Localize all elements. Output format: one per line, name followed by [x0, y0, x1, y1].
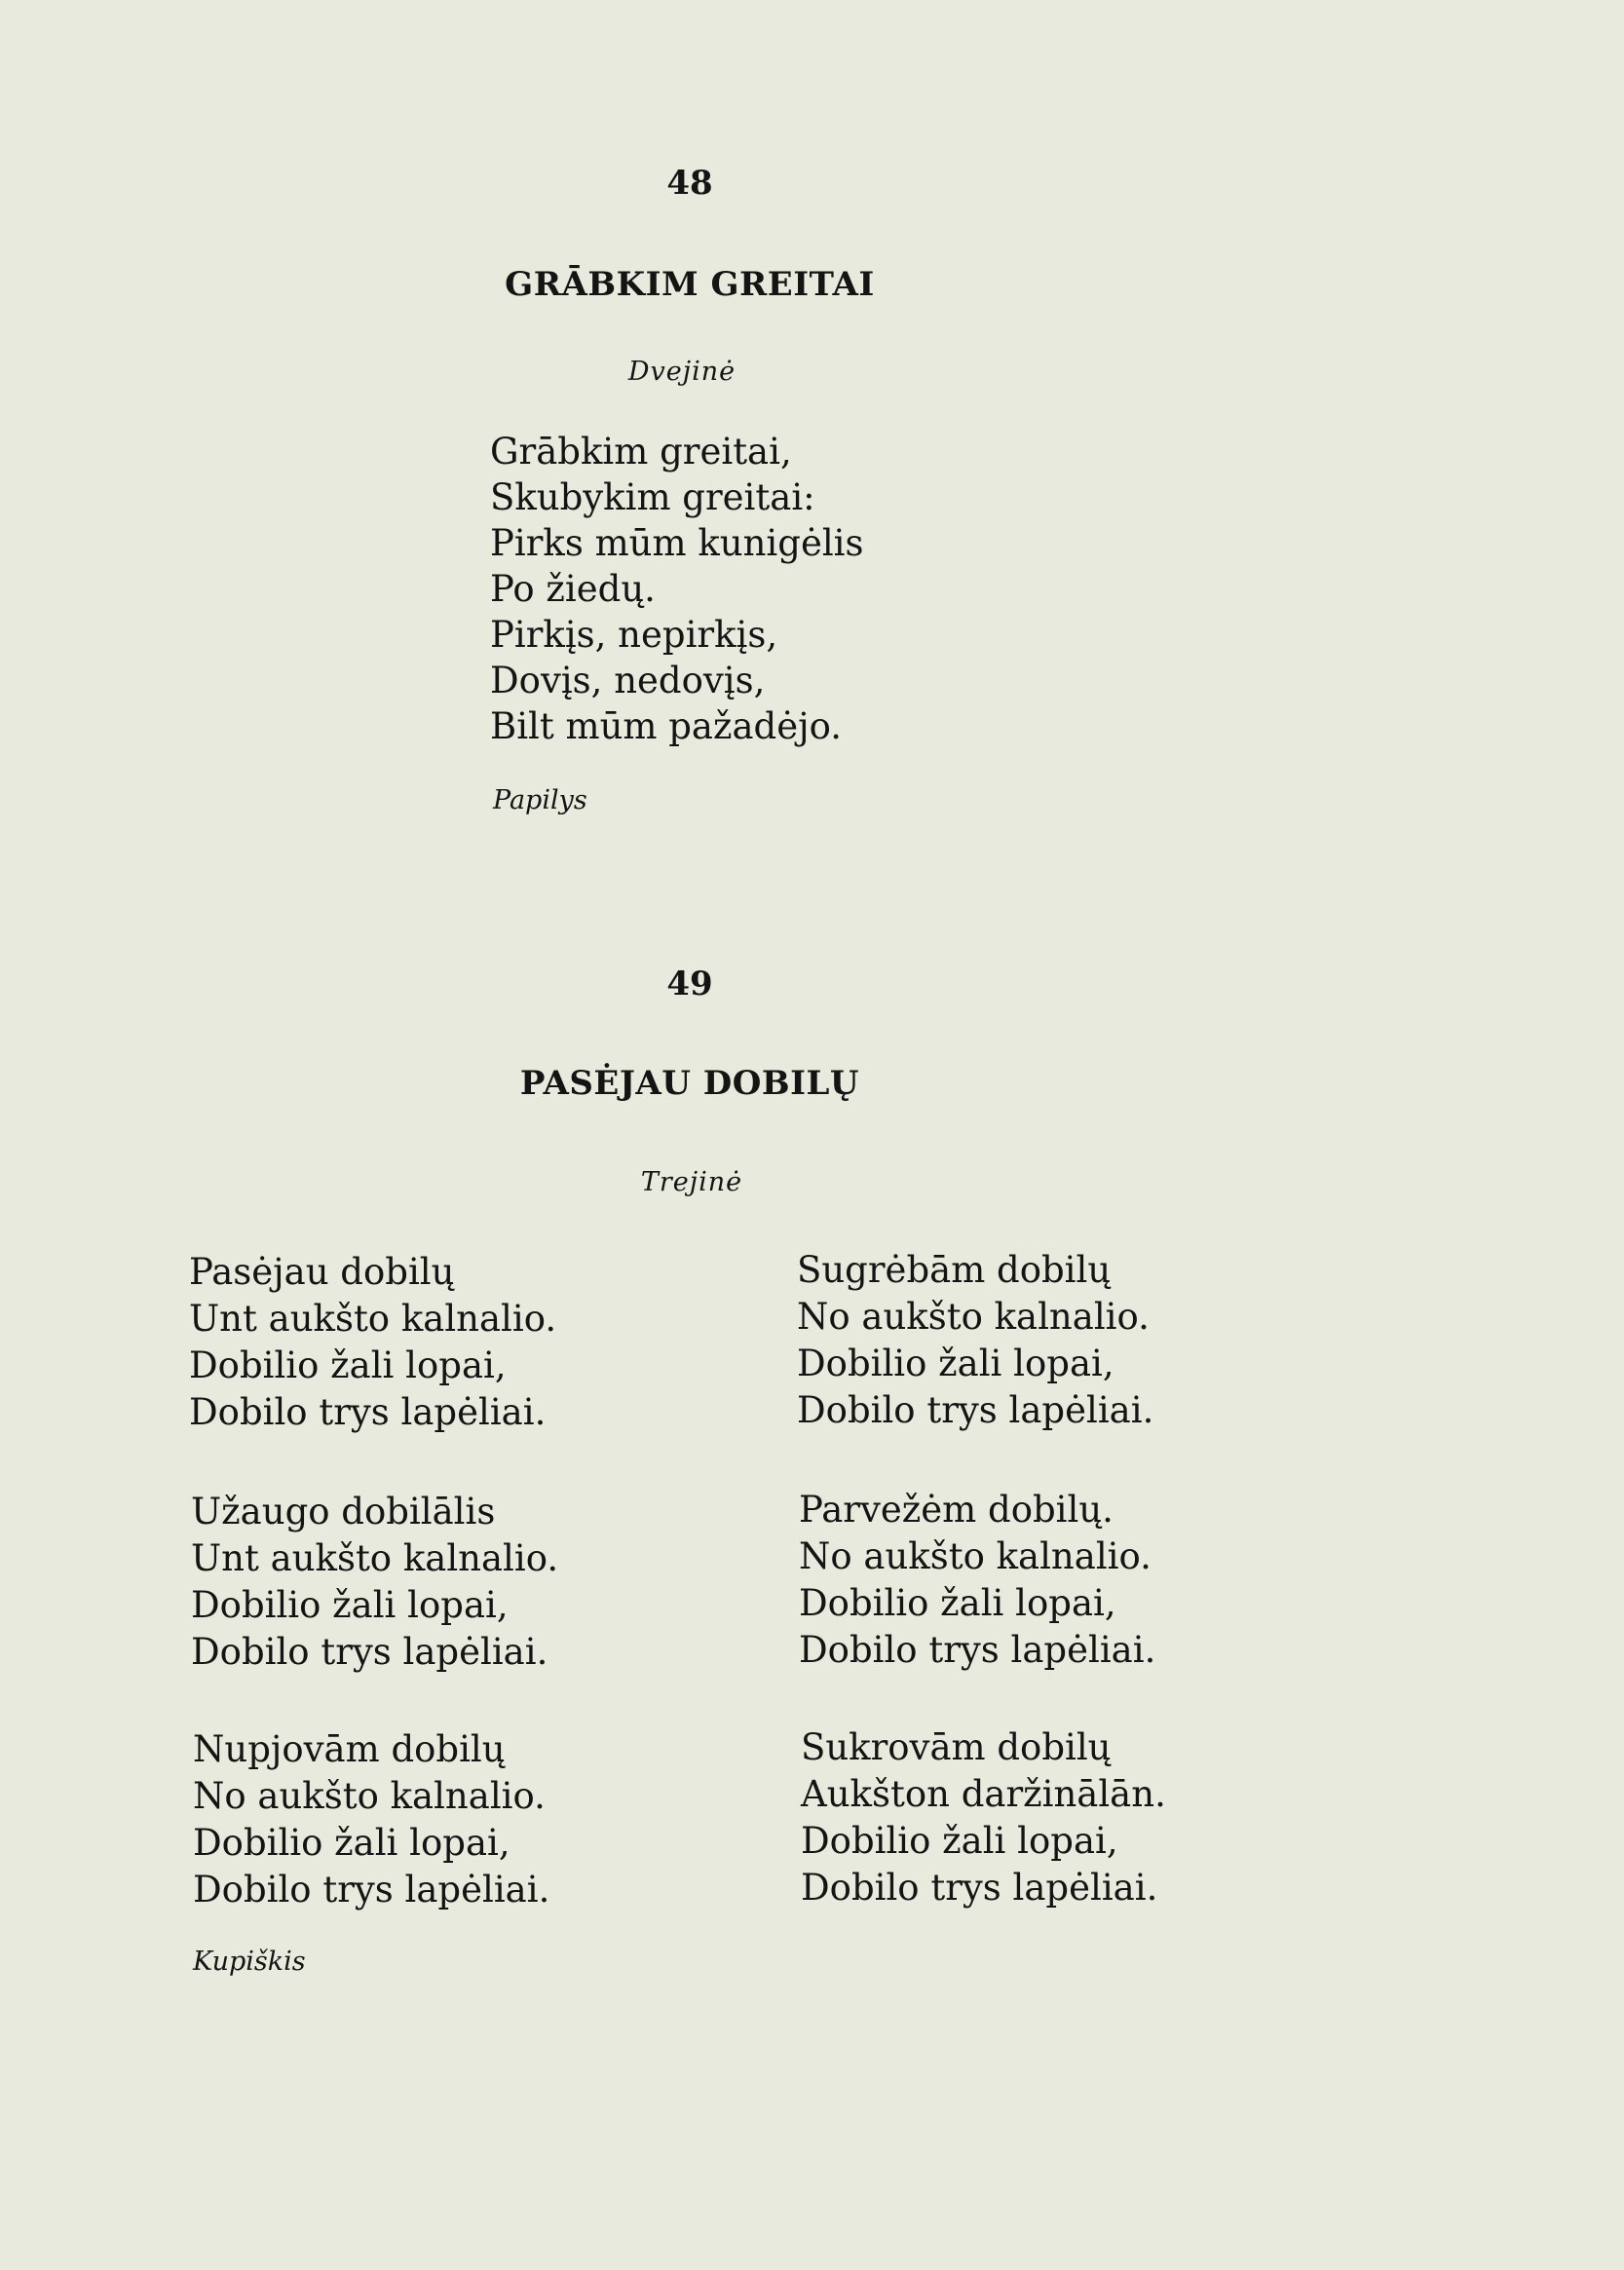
stanza	[191, 1489, 558, 1676]
stanza	[797, 1247, 1153, 1434]
verse-line: Dobilo trys lapėliai.	[193, 1869, 550, 1911]
song-origin-place: Papilys	[493, 785, 587, 815]
stanza	[189, 1249, 556, 1436]
verse-line: Dobilio žali lopai,	[193, 1822, 510, 1864]
verse-line: Parvežėm dobilų.	[799, 1489, 1114, 1531]
verse-line: Dobilo trys lapėliai.	[191, 1631, 548, 1673]
song-origin-place: Kupiškis	[193, 1947, 306, 1977]
verse-line: Dobilio žali lopai,	[801, 1820, 1118, 1862]
verse-line: Dobilio žali lopai,	[797, 1343, 1114, 1384]
song-genre: Dvejinė	[627, 357, 736, 387]
verse-line: Bilt mūm pažadėjo.	[490, 705, 842, 747]
verse-line: Dobilo trys lapėliai.	[799, 1629, 1156, 1671]
song-title: PASĖJAU DOBILŲ	[519, 1064, 860, 1103]
verse-line: Sugrėbām dobilų	[797, 1249, 1112, 1291]
verse-line: No aukšto kalnalio.	[797, 1296, 1150, 1338]
verse-line: Po žiedų.	[490, 568, 656, 610]
verse-line: Unt aukšto kalnalio.	[189, 1298, 557, 1340]
verse-line: No aukšto kalnalio.	[799, 1535, 1152, 1577]
verse-line: Dobilio žali lopai,	[189, 1344, 507, 1386]
verse-line: Dobilio žali lopai,	[799, 1582, 1116, 1624]
verse-line: Skubykim greitai:	[490, 476, 815, 518]
song-number: 49	[666, 965, 713, 1003]
verse-line: Užaugo dobilālis	[191, 1491, 496, 1532]
verse-line: Dobilo trys lapėliai.	[801, 1867, 1158, 1909]
verse-line: Sukrovām dobilų	[801, 1726, 1112, 1768]
verse-line: Dobilio žali lopai,	[191, 1584, 509, 1626]
song-number: 48	[666, 164, 713, 203]
stanza	[801, 1724, 1166, 1911]
verse-line: Aukšton daržinālān.	[801, 1773, 1166, 1815]
verse-line: Pirkįs, nepirkįs,	[490, 614, 778, 656]
song-verse	[490, 429, 864, 749]
song-title: GRĀBKIM GREITAI	[505, 265, 875, 304]
verse-line: Pirks mūm kunigėlis	[490, 522, 864, 564]
verse-line: Grābkim greitai,	[490, 431, 792, 473]
stanza	[193, 1726, 549, 1913]
verse-line: Dobilo trys lapėliai.	[797, 1389, 1154, 1431]
verse-line: Nupjovām dobilų	[193, 1728, 506, 1770]
verse-line: Unt aukšto kalnalio.	[191, 1537, 559, 1579]
verse-line: Dovįs, nedovįs,	[490, 660, 766, 701]
verse-line: Pasėjau dobilų	[189, 1251, 455, 1293]
verse-line: No aukšto kalnalio.	[193, 1775, 546, 1817]
stanza	[799, 1487, 1155, 1674]
verse-line: Dobilo trys lapėliai.	[189, 1391, 547, 1433]
song-genre: Trejinė	[640, 1167, 743, 1197]
